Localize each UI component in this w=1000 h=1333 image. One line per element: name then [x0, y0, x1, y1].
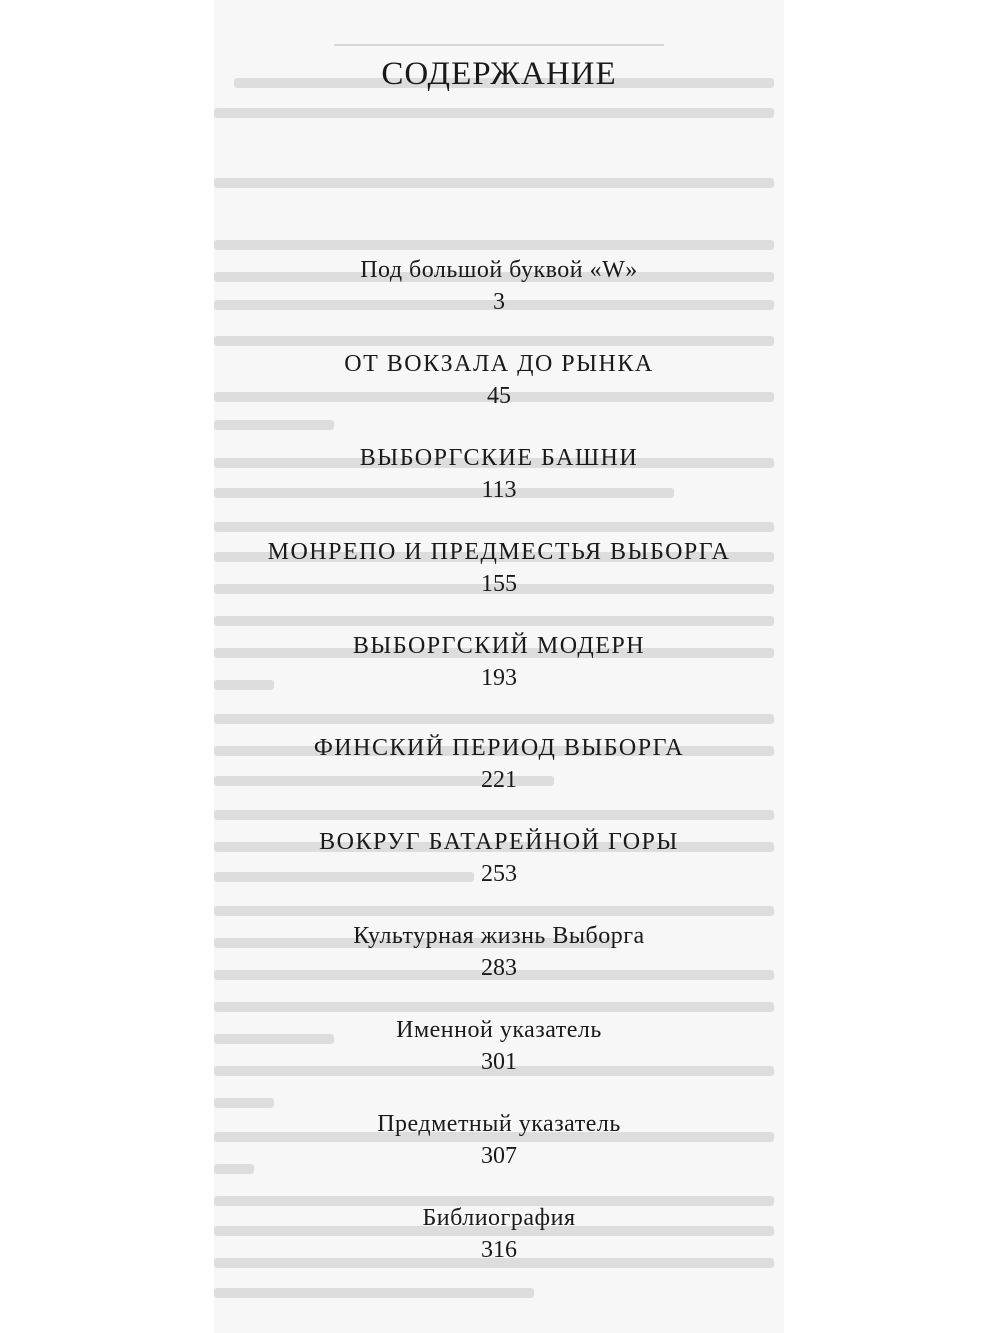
- toc-entry-title: МОНРЕПО И ПРЕДМЕСТЬЯ ВЫБОРГА: [267, 539, 731, 565]
- toc-entry[interactable]: [214, 736, 784, 792]
- toc-entry[interactable]: [214, 924, 784, 980]
- toc-entry[interactable]: [214, 634, 784, 690]
- toc-entry-title: Библиография: [422, 1205, 576, 1231]
- toc-entry-title: Именной указатель: [396, 1017, 602, 1043]
- toc-entry-page: 307: [481, 1143, 517, 1169]
- toc-entry[interactable]: [214, 1018, 784, 1074]
- contents-title: СОДЕРЖАНИЕ: [381, 56, 617, 92]
- toc-entry-title: Под большой буквой «W»: [360, 257, 638, 283]
- toc-entry[interactable]: [214, 1112, 784, 1168]
- toc-entry-page: 316: [481, 1237, 517, 1263]
- toc-entry[interactable]: [214, 540, 784, 596]
- toc-entry[interactable]: [214, 258, 784, 314]
- toc-entry-title: Предметный указатель: [377, 1111, 621, 1137]
- toc-entry-title: Культурная жизнь Выборга: [353, 923, 645, 949]
- toc-entry[interactable]: [214, 1206, 784, 1262]
- toc-entry-page: 3: [493, 289, 505, 315]
- toc-entry-title: ОТ ВОКЗАЛА ДО РЫНКА: [344, 351, 654, 377]
- toc-entry-page: 301: [481, 1049, 517, 1075]
- toc-entry-page: 113: [481, 477, 517, 503]
- toc-entry-title: ВЫБОРГСКИЕ БАШНИ: [359, 445, 639, 471]
- toc-entry-page: 155: [481, 571, 517, 597]
- toc-entry[interactable]: [214, 352, 784, 408]
- toc-entry-page: 221: [481, 767, 517, 793]
- toc-entry-page: 253: [481, 861, 517, 887]
- toc-entry[interactable]: [214, 830, 784, 886]
- toc-entry-page: 193: [481, 665, 517, 691]
- book-page: [214, 0, 784, 1333]
- toc-entry-title: ВЫБОРГСКИЙ МОДЕРН: [352, 633, 646, 659]
- toc-entry[interactable]: [214, 446, 784, 502]
- toc-entry-title: ВОКРУГ БАТАРЕЙНОЙ ГОРЫ: [319, 829, 679, 855]
- toc-entry-page: 283: [481, 955, 517, 981]
- toc-entry-page: 45: [487, 383, 511, 409]
- toc-entry-title: ФИНСКИЙ ПЕРИОД ВЫБОРГА: [313, 735, 685, 761]
